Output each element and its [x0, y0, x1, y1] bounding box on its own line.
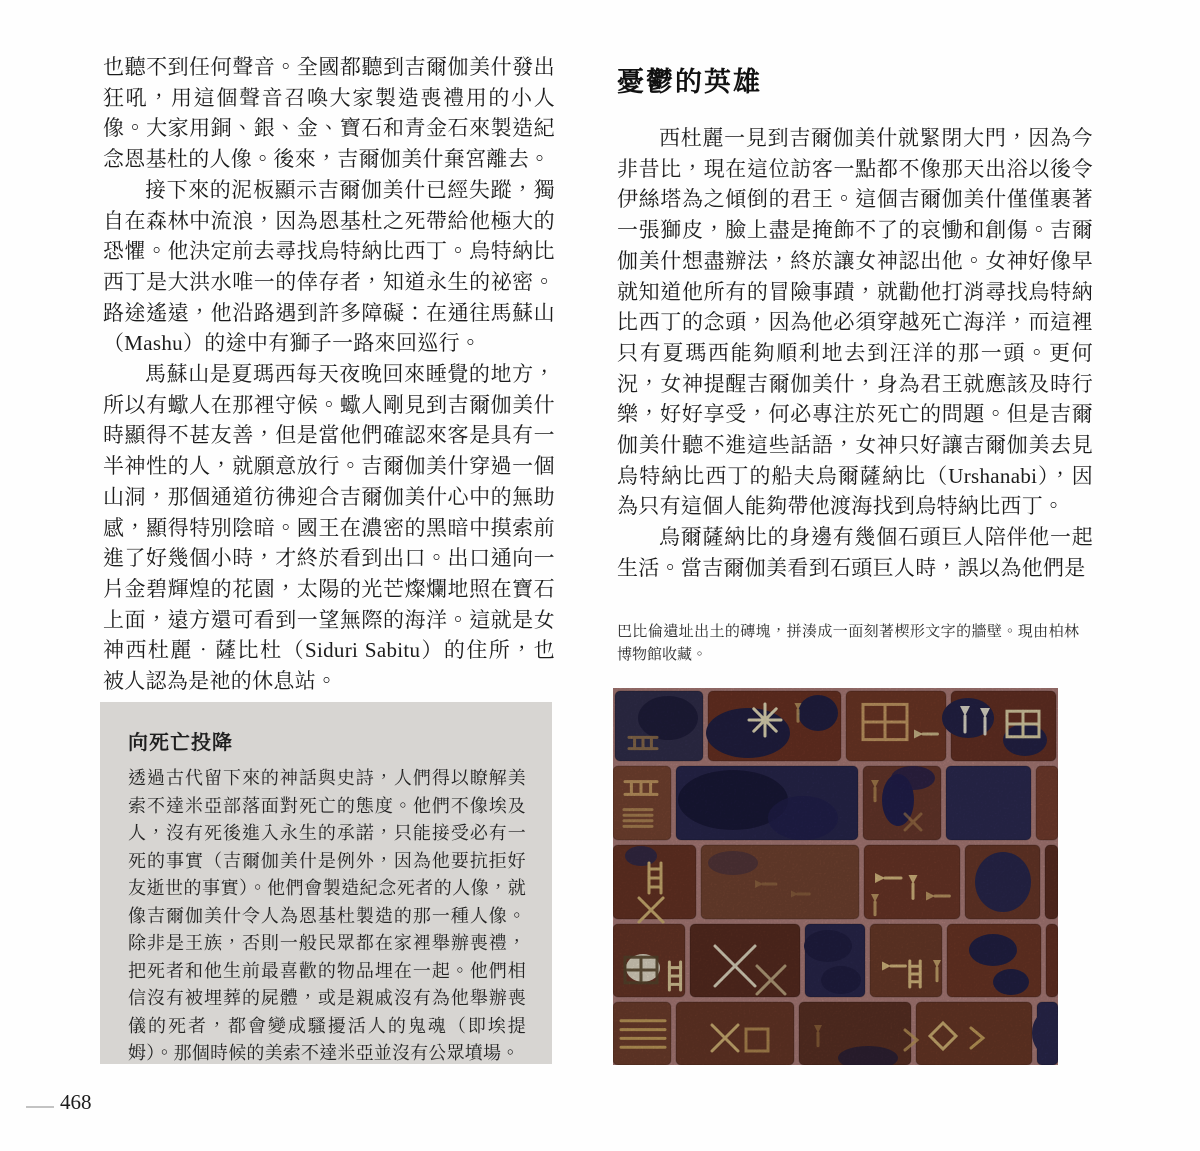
sidebar-box-title: 向死亡投降: [128, 732, 233, 754]
margin-mark: [26, 1106, 54, 1108]
page-number: 468: [60, 1090, 92, 1114]
paragraph: 西杜麗一見到吉爾伽美什就緊閉大門，因為今非昔比，現在這位訪客一點都不像那天出浴以後令伊絲塔為之傾倒的君王。這個吉爾伽美什僅僅裹著一張獅皮，臉上盡是掩飾不了的哀慟和創傷。吉爾伽美什想盡辦法，終於讓女神認出他。女神好像早就知道他所有的冒險事蹟，就勸他打消尋找烏特納比西丁的念頭，因為他必須穿越死亡海洋，而這裡只有夏瑪西能夠順利地去到汪洋的那一頭。更何況，女神提醒吉爾伽美什，身為君王就應該及時行樂，好好享受，何必專注於死亡的問題。但是吉爾伽美什聽不進這些話語，女神只好讓吉爾伽美去見烏特納比西丁的船夫烏爾薩納比（Urshanabi），因為只有這個人能夠帶他渡海找到烏特納比西丁。: [617, 126, 1093, 519]
figure-caption: 巴比倫遺址出土的磚塊，拼湊成一面刻著楔形文字的牆壁。現由柏林博物館收藏。: [617, 623, 1079, 663]
right-column: [617, 60, 1093, 584]
left-column: [103, 52, 555, 697]
death-sidebar-box: [100, 702, 552, 1064]
sidebar-box-text: 透過古代留下來的神話與史詩，人們得以瞭解美索不達米亞部落面對死亡的態度。他們不像埃及人，沒有死後進入永生的承諾，只能接受必有一死的事實（吉爾伽美什是例外，因為他要抗拒好友逝世的事實）。他們會製造紀念死者的人像，就像吉爾伽美什令人為恩基杜製造的那一種人像。除非是王族，否則一般民眾都在家裡舉辦喪禮，把死者和他生前最喜歡的物品埋在一起。他們相信沒有被埋葬的屍體，或是親戚沒有為他舉辦喪儀的死者，都會變成騷擾活人的鬼魂（即埃提姆）。那個時候的美索不達米亞並沒有公眾墳場。: [128, 768, 526, 1063]
paragraph: 接下來的泥板顯示吉爾伽美什已經失蹤，獨自在森林中流浪，因為恩基杜之死帶給他極大的恐懼。他決定前去尋找烏特納比西丁。烏特納比西丁是大洪水唯一的倖存者，知道永生的祕密。路途遙遠，他沿路遇到許多障礙：在通往馬蘇山（Mashu）的途中有獅子一路來回巡行。: [103, 177, 555, 356]
section-heading: 憂鬱的英雄: [617, 67, 762, 97]
paragraph: 也聽不到任何聲音。全國都聽到吉爾伽美什發出狂吼，用這個聲音召喚大家製造喪禮用的小人像。大家用銅、銀、金、寶石和青金石來製造紀念恩基杜的人像。後來，吉爾伽美什棄宮離去。: [103, 55, 555, 172]
brick-wall-photo: [613, 688, 1058, 1065]
paragraph: 烏爾薩納比的身邊有幾個石頭巨人陪伴他一起生活。當吉爾伽美看到石頭巨人時，誤以為他們是: [617, 525, 1093, 580]
paragraph: 馬蘇山是夏瑪西每天夜晚回來睡覺的地方，所以有蠍人在那裡守候。蠍人剛見到吉爾伽美什時顯得不甚友善，但是當他們確認來客是具有一半神性的人，就願意放行。吉爾伽美什穿過一個山洞，那個通道彷彿迎合吉爾伽美什心中的無助感，顯得特別陰暗。國王在濃密的黑暗中摸索前進了好幾個小時，才終於看到出口。出口通向一片金碧輝煌的花園，太陽的光芒燦爛地照在寶石上面，遠方還可看到一望無際的海洋。這就是女神西杜麗．薩比杜（Siduri Sabitu）的住所，也被人認為是祂的休息站。: [103, 362, 555, 694]
